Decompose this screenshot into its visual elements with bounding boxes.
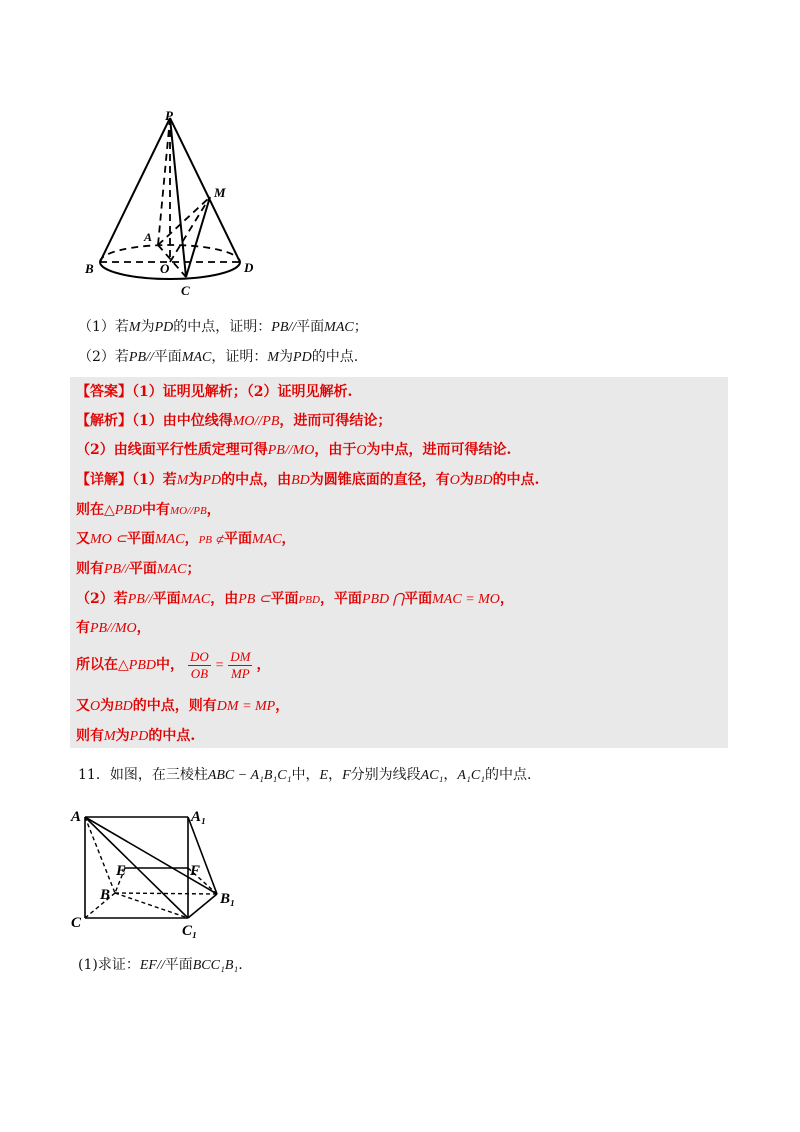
- math: MAC: [155, 532, 185, 547]
- math: AC₁: [420, 768, 444, 783]
- math: M: [267, 350, 280, 365]
- math: PBD ⋂: [361, 592, 405, 607]
- text: 中，: [156, 657, 184, 673]
- text: 又: [76, 531, 90, 547]
- text: 的中点.: [485, 767, 532, 783]
- math: MAC: [251, 532, 282, 547]
- label-D: D: [244, 260, 254, 275]
- prism-figure: [70, 805, 245, 940]
- math: MAC: [156, 562, 187, 577]
- label-B: B: [85, 261, 94, 276]
- text: 【答案】（1）证明见解析；（2）证明见解析.: [76, 384, 353, 400]
- text: ，: [256, 657, 271, 673]
- math: EF//: [139, 958, 165, 973]
- math: MO//PB: [232, 414, 280, 429]
- math: BD: [291, 473, 310, 488]
- answer-line-8: [76, 588, 514, 611]
- answer-line-1: [76, 381, 352, 403]
- math: PBD: [298, 594, 320, 606]
- text: 则在△: [76, 502, 115, 518]
- math: PB//MO: [90, 621, 137, 636]
- text: 为: [140, 319, 155, 335]
- text: 中，: [291, 767, 320, 783]
- math: MAC: [181, 350, 212, 365]
- text: ，进而可得结论；: [279, 413, 392, 429]
- text: 的中点.: [311, 349, 359, 365]
- answer-line-2: [76, 410, 391, 433]
- math: PD: [129, 729, 149, 744]
- label-C1: C₁: [182, 923, 198, 939]
- q11-stem: [78, 764, 531, 787]
- text: 平面: [296, 319, 325, 335]
- answer-line-3: [76, 439, 511, 462]
- text: ；: [186, 561, 201, 577]
- text: ，: [281, 531, 296, 547]
- math: PB//: [104, 562, 129, 577]
- text: 【详解】（1）若: [76, 472, 177, 488]
- text: 的中点，则有: [132, 698, 217, 714]
- text: 的中点.: [148, 728, 196, 744]
- text: （2）若: [76, 591, 128, 607]
- label-M: M: [214, 185, 226, 200]
- text: ，由: [210, 591, 239, 607]
- answer-line-6: [76, 528, 296, 551]
- cone-figure: [80, 105, 270, 300]
- math: MAC: [324, 320, 354, 335]
- math: ABC − A₁B₁C₁: [207, 768, 292, 783]
- text: ；: [353, 319, 368, 335]
- label-A1: A₁: [191, 809, 207, 825]
- math: O: [356, 443, 367, 458]
- text: ，平面: [319, 591, 362, 607]
- math: PBD: [114, 503, 142, 518]
- text: 平面: [152, 591, 181, 607]
- text: ，由于: [314, 442, 357, 458]
- math: DM = MP: [216, 699, 276, 714]
- math: MO ⊂: [90, 532, 128, 547]
- text: 分别为线段: [350, 767, 421, 783]
- text: ，: [206, 502, 221, 518]
- text: 的中点，由: [221, 472, 292, 488]
- text: 则有: [76, 728, 104, 744]
- text: ，: [443, 767, 458, 783]
- text: 又: [76, 698, 90, 714]
- label-B: B: [100, 887, 111, 903]
- answer-line-12: [76, 725, 195, 748]
- text: .: [238, 957, 243, 973]
- text: ，证明：: [211, 349, 268, 365]
- label-A: A: [144, 230, 153, 244]
- q10-part2: [78, 346, 358, 369]
- text: ，: [328, 767, 343, 783]
- text: 为中点，进而可得结论.: [366, 442, 512, 458]
- text: ，: [136, 620, 151, 636]
- math: PD: [202, 473, 222, 488]
- math: BD: [473, 473, 493, 488]
- text: 11．如图，在三棱柱: [78, 767, 208, 783]
- math: A₁C₁: [457, 768, 486, 783]
- text: （2）若: [78, 349, 129, 365]
- math: O: [90, 699, 101, 714]
- math: PB//: [271, 320, 297, 335]
- text: 所以在△: [76, 657, 129, 673]
- text: 的中点.: [492, 472, 540, 488]
- text: (1)求证：: [78, 957, 140, 973]
- label-O: O: [160, 261, 170, 276]
- text: 为圆锥底面的直径，有: [309, 472, 450, 488]
- text: 平面: [127, 531, 156, 547]
- text: 为: [188, 472, 203, 488]
- answer-line-5: [76, 499, 221, 522]
- text: 有: [76, 620, 90, 636]
- q10-part1: [78, 316, 368, 339]
- math: E: [319, 768, 329, 783]
- text: 为: [115, 728, 130, 744]
- math: PB//: [128, 350, 154, 365]
- answer-line-9: [76, 617, 151, 640]
- math: PB//: [127, 592, 153, 607]
- math: BCC₁B₁: [192, 958, 239, 973]
- math: BD: [114, 699, 133, 714]
- math: M: [104, 729, 116, 744]
- text: 为: [100, 698, 115, 714]
- math: M: [176, 473, 189, 488]
- denominator: MP: [230, 665, 250, 681]
- q11-part1: [78, 954, 243, 977]
- text: ，: [184, 531, 199, 547]
- math: PD: [154, 320, 174, 335]
- text: （1）若: [78, 319, 129, 335]
- answer-line-7: [76, 558, 200, 581]
- math: PD: [293, 350, 312, 365]
- math: PB ⊂: [238, 592, 271, 607]
- label-C: C: [71, 915, 82, 931]
- text: ，: [275, 698, 290, 714]
- label-A: A: [71, 809, 82, 825]
- label-P: P: [165, 108, 173, 123]
- fraction-dm-mp: [228, 649, 252, 682]
- text: 平面: [164, 957, 193, 973]
- text: 平面: [404, 591, 433, 607]
- math: MAC: [180, 592, 211, 607]
- text: 为: [279, 349, 294, 365]
- numerator: DM: [230, 648, 251, 664]
- math: PB//MO: [267, 443, 315, 458]
- text: 则有: [76, 561, 104, 577]
- label-B1: B₁: [220, 891, 236, 907]
- label-E: E: [116, 863, 127, 879]
- math: PBD: [128, 658, 156, 673]
- text: ，: [499, 591, 514, 607]
- math: MAC = MO: [432, 592, 500, 607]
- math: F: [342, 768, 351, 783]
- text: （2）由线面平行性质定理可得: [76, 442, 268, 458]
- text: 平面: [153, 349, 182, 365]
- answer-line-10: [76, 646, 270, 685]
- text: 为: [459, 472, 474, 488]
- math: O: [449, 473, 460, 488]
- text: 中有: [142, 502, 170, 518]
- math: PB ⊄: [198, 534, 224, 546]
- label-F: F: [190, 863, 201, 879]
- text: 的中点，证明：: [173, 319, 272, 335]
- equals-sign: =: [214, 658, 225, 673]
- text: 平面: [223, 531, 252, 547]
- text: 【解析】（1）由中位线得: [76, 413, 233, 429]
- denominator: OB: [190, 665, 209, 681]
- numerator: DO: [190, 648, 209, 664]
- text: 平面: [270, 591, 299, 607]
- answer-line-4: [76, 469, 539, 492]
- math: MO//PB: [170, 505, 207, 517]
- answer-line-11: [76, 695, 289, 718]
- math: M: [128, 320, 141, 335]
- text: 平面: [128, 561, 157, 577]
- label-C: C: [181, 283, 190, 298]
- fraction-do-ob: [188, 649, 211, 682]
